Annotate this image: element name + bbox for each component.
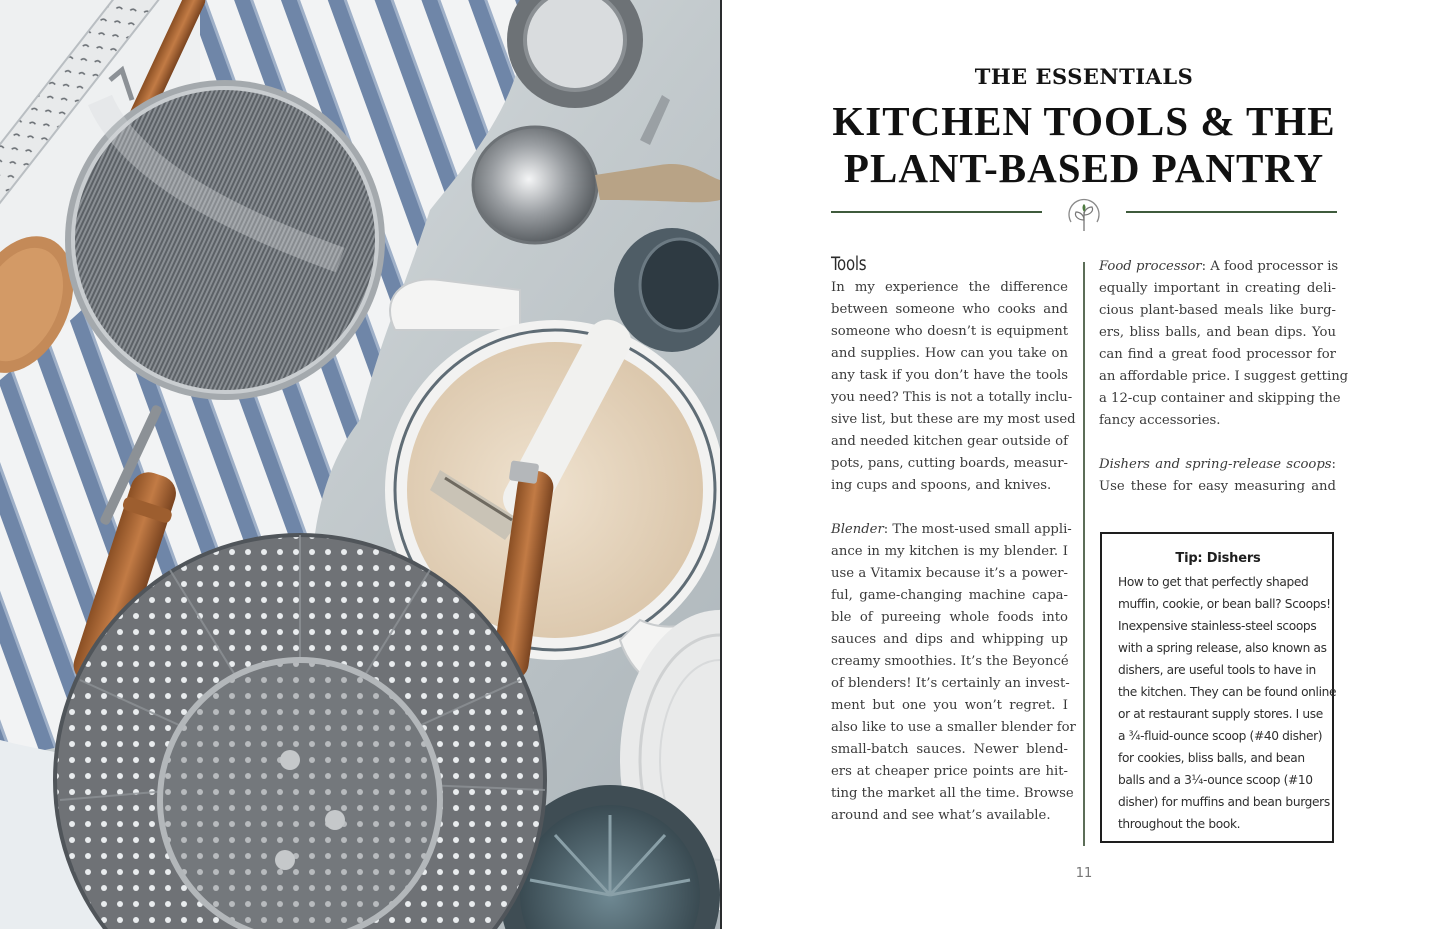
text-line: ing cups and spoons, and knives. <box>831 478 1052 493</box>
tip-line: for cookies, bliss balls, and bean <box>1118 751 1305 765</box>
text-line: can find a great food processor for <box>1099 347 1336 362</box>
text-line: sauces and dips and whipping up <box>831 632 1068 647</box>
text-line: ment but one you won’t regret. I <box>831 698 1068 713</box>
text-line: around and see what’s available. <box>831 808 1051 823</box>
ornament-rule-right <box>1126 211 1337 213</box>
tip-line: Inexpensive stainless-steel scoops <box>1118 619 1317 633</box>
food-processor-paragraph <box>1099 256 1349 432</box>
text-line: small-batch sauces. Newer blend- <box>831 742 1068 757</box>
text-line: ers, bliss balls, and bean dips. You <box>1099 325 1336 340</box>
term-blender: Blender <box>831 522 884 537</box>
text-line: also like to use a smaller blender for <box>831 720 1076 735</box>
text-line: cious plant-based meals like burg- <box>1099 303 1336 318</box>
dishers-paragraph <box>1099 454 1336 498</box>
text-line: ance in my kitchen is my blender. I <box>831 544 1068 559</box>
right-text-column <box>1099 256 1349 498</box>
text-line: and needed kitchen gear outside of <box>831 434 1068 449</box>
book-page-11 <box>722 0 1445 929</box>
tip-dishers-box <box>1100 532 1337 843</box>
term-dishers: Dishers and spring-release scoops <box>1099 457 1332 472</box>
sprout-icon <box>1065 196 1103 234</box>
tip-line: or at restaurant supply stores. I use <box>1118 707 1323 721</box>
chapter-title-line-2: PLANT-BASED PANTRY <box>843 145 1325 191</box>
text-line: Blender: The most-used small appli- <box>831 522 1072 537</box>
section-heading-tools: Tools <box>831 254 867 275</box>
text-line: ers at cheaper price points are hit- <box>831 764 1068 779</box>
text-line: Food processor: A food processor is <box>1099 259 1339 274</box>
chapter-title-line-1: KITCHEN TOOLS & THE <box>832 98 1336 144</box>
tip-line: a ¾-fluid-ounce scoop (#40 disher) <box>1118 729 1323 743</box>
tip-body <box>1118 571 1337 835</box>
text-line: fancy accessories. <box>1099 413 1221 428</box>
text-line: an affordable price. I suggest getting <box>1099 369 1349 384</box>
text-line: use a Vitamix because it’s a power- <box>831 566 1068 581</box>
text-line: ting the market all the time. Browse <box>831 786 1074 801</box>
text-line: of blenders! It’s certainly an invest- <box>831 676 1070 691</box>
text-line: sive list, but these are my most used <box>831 412 1076 427</box>
text-line: ble of pureeing whole foods into <box>831 610 1068 625</box>
tools-intro-paragraph <box>831 277 1076 497</box>
text-line: In my experience the difference <box>831 280 1068 295</box>
page-number: 11 <box>1075 866 1093 881</box>
text-line: pots, pans, cutting boards, measur- <box>831 456 1068 471</box>
tip-line: How to get that perfectly shaped <box>1118 575 1309 589</box>
text-line: Dishers and spring-release scoops: <box>1099 457 1336 472</box>
text-line: a 12-cup container and skipping the <box>1099 391 1341 406</box>
kitchen-tools-photo <box>0 0 721 929</box>
text-line: ful, game-changing machine capa- <box>831 588 1068 603</box>
tip-line: balls and a 3¼-ounce scoop (#10 <box>1118 773 1313 787</box>
text-line: Use these for easy measuring and <box>1099 479 1336 494</box>
left-text-column <box>831 254 1076 827</box>
text-line: someone who doesn’t is equipment <box>831 324 1068 339</box>
tip-line: the kitchen. They can be found online <box>1118 685 1337 699</box>
chapter-kicker: THE ESSENTIALS <box>974 64 1194 89</box>
term-food-processor: Food processor <box>1099 259 1202 274</box>
tip-title: Tip: Dishers <box>1175 551 1261 566</box>
ornament-rule-left <box>831 211 1042 213</box>
tip-line: dishers, are useful tools to have in <box>1118 663 1316 677</box>
text-line: between someone who cooks and <box>831 302 1068 317</box>
text-line: creamy smoothies. It’s the Beyoncé <box>831 654 1069 669</box>
text-line: you need? This is not a totally inclu- <box>831 390 1073 405</box>
text-line: any task if you don’t have the tools <box>831 368 1068 383</box>
tip-line: throughout the book. <box>1118 817 1241 831</box>
chapter-title <box>830 98 1338 192</box>
text-line: equally important in creating deli- <box>1099 281 1336 296</box>
text-line: and supplies. How can you take on <box>831 346 1068 361</box>
column-divider <box>1083 262 1085 846</box>
tip-line: with a spring release, also known as <box>1118 641 1327 655</box>
blender-paragraph <box>831 519 1076 827</box>
tip-line: muffin, cookie, or bean ball? Scoops! <box>1118 597 1331 611</box>
tip-line: disher) for muffins and bean burgers <box>1118 795 1330 809</box>
